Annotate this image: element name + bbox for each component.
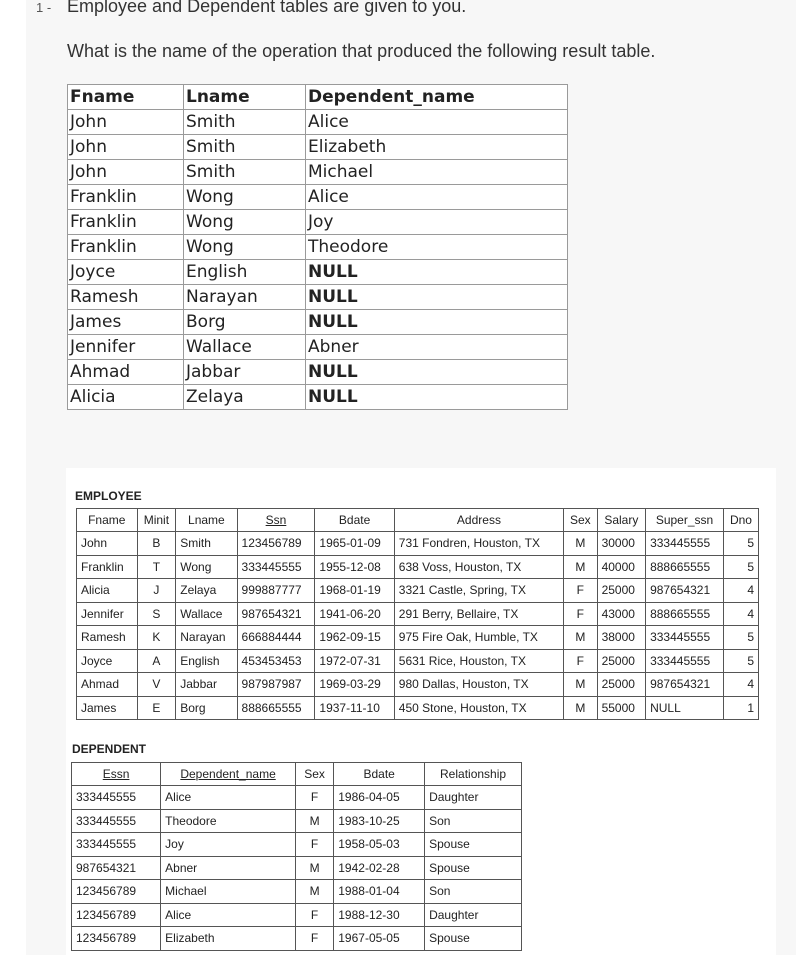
employee-header-row [77,509,759,532]
result-header-dependent-name: Dependent_name [306,85,568,110]
dependent-name-cell: Michael [161,880,296,904]
relationship-cell: Spouse [425,856,522,880]
table-row [77,649,759,673]
fname-cell: Jennifer [77,602,138,626]
sex-cell: M [564,555,597,579]
fname-cell: Ahmad [77,673,138,697]
table-row [68,260,568,285]
table-row [68,235,568,260]
table-row [77,555,759,579]
dependent-name-cell: Alice [306,185,568,210]
dno-cell: 5 [723,532,758,556]
address-cell: 3321 Castle, Spring, TX [394,579,563,603]
address-cell: 450 Stone, Houston, TX [394,696,563,720]
table-row [72,880,522,904]
ssn-cell: 333445555 [237,555,315,579]
bdate-cell: 1983-10-25 [334,809,425,833]
dno-cell: 5 [723,626,758,650]
bdate-cell: 1965-01-09 [315,532,394,556]
result-header-row [68,85,568,110]
dependent-header-row [72,763,522,786]
bdate-cell: 1968-01-19 [315,579,394,603]
question-prompt: What is the name of the operation that produced the following result table. [67,41,656,61]
lname-cell: Wallace [184,335,306,360]
essn-cell: 123456789 [72,880,161,904]
table-row [72,809,522,833]
fname-cell: Franklin [68,235,184,260]
lname-cell: Jabbar [176,673,237,697]
dependent-name-cell: Abner [161,856,296,880]
dependent-name-cell: Joy [161,833,296,857]
bdate-cell: 1941-06-20 [315,602,394,626]
table-row [68,335,568,360]
dependent-header-relationship: Relationship [425,763,522,786]
lname-cell: Wong [176,555,237,579]
dno-cell: 4 [723,579,758,603]
table-row [72,856,522,880]
ssn-cell: 666884444 [237,626,315,650]
table-row [77,696,759,720]
employee-header-sex: Sex [564,509,597,532]
lname-cell: Wong [184,235,306,260]
dno-cell: 4 [723,602,758,626]
fname-cell: Ramesh [68,285,184,310]
fname-cell: John [68,160,184,185]
employee-header-ssn: Ssn [237,509,315,532]
question-number: 1 - [36,0,52,15]
super-ssn-cell: 888665555 [646,555,724,579]
lname-cell: Wallace [176,602,237,626]
fname-cell: Franklin [68,185,184,210]
bdate-cell: 1942-02-28 [334,856,425,880]
relationship-cell: Son [425,880,522,904]
salary-cell: 30000 [597,532,646,556]
bdate-cell: 1958-05-03 [334,833,425,857]
table-row [68,185,568,210]
sex-cell: M [295,880,333,904]
table-row [68,310,568,335]
dependent-name-cell: Theodore [306,235,568,260]
relationship-cell: Daughter [425,786,522,810]
lname-cell: English [184,260,306,285]
lname-cell: Smith [176,532,237,556]
relationship-cell: Spouse [425,833,522,857]
dno-cell: 4 [723,673,758,697]
dependent-header-sex: Sex [295,763,333,786]
dependent-name-cell: Alice [306,110,568,135]
table-row [68,360,568,385]
salary-cell: 25000 [597,673,646,697]
ssn-cell: 999887777 [237,579,315,603]
dno-cell: 1 [723,696,758,720]
ssn-cell: 453453453 [237,649,315,673]
sex-cell: M [295,809,333,833]
result-header-fname: Fname [68,85,184,110]
ssn-cell: 987987987 [237,673,315,697]
table-row [72,833,522,857]
super-ssn-cell: 987654321 [646,579,724,603]
fname-cell: James [77,696,138,720]
dependent-table [71,762,522,951]
sex-cell: F [564,649,597,673]
employee-table [76,508,759,720]
table-row [72,927,522,951]
table-row [68,210,568,235]
bdate-cell: 1972-07-31 [315,649,394,673]
ssn-cell: 888665555 [237,696,315,720]
lname-cell: English [176,649,237,673]
dependent-name-cell: Michael [306,160,568,185]
table-row [77,673,759,697]
employee-header-bdate: Bdate [315,509,394,532]
relationship-cell: Son [425,809,522,833]
relationship-cell: Spouse [425,927,522,951]
lname-cell: Wong [184,185,306,210]
salary-cell: 55000 [597,696,646,720]
lname-cell: Smith [184,160,306,185]
bdate-cell: 1969-03-29 [315,673,394,697]
dependent-name-cell: Alice [161,786,296,810]
bdate-cell: 1988-12-30 [334,903,425,927]
fname-cell: Ahmad [68,360,184,385]
address-cell: 291 Berry, Bellaire, TX [394,602,563,626]
bdate-cell: 1962-09-15 [315,626,394,650]
sex-cell: F [295,833,333,857]
super-ssn-cell: NULL [646,696,724,720]
essn-cell: 333445555 [72,809,161,833]
schema-figure [66,468,776,955]
table-row [77,579,759,603]
lname-cell: Jabbar [184,360,306,385]
employee-header-minit: Minit [137,509,176,532]
address-cell: 638 Voss, Houston, TX [394,555,563,579]
sex-cell: F [295,927,333,951]
fname-cell: Joyce [68,260,184,285]
address-cell: 975 Fire Oak, Humble, TX [394,626,563,650]
salary-cell: 40000 [597,555,646,579]
lname-cell: Smith [184,110,306,135]
table-row [68,285,568,310]
result-table [67,84,568,410]
employee-header-address: Address [394,509,563,532]
sex-cell: M [564,626,597,650]
fname-cell: John [68,135,184,160]
fname-cell: Franklin [77,555,138,579]
minit-cell: J [137,579,176,603]
dependent-header-essn: Essn [72,763,161,786]
dependent-name-cell: NULL [306,385,568,410]
dependent-header-dependent-name: Dependent_name [161,763,296,786]
fname-cell: James [68,310,184,335]
essn-cell: 333445555 [72,833,161,857]
ssn-cell: 987654321 [237,602,315,626]
salary-cell: 25000 [597,579,646,603]
dependent-name-cell: NULL [306,260,568,285]
dependent-name-cell: NULL [306,310,568,335]
bdate-cell: 1986-04-05 [334,786,425,810]
lname-cell: Zelaya [176,579,237,603]
super-ssn-cell: 987654321 [646,673,724,697]
dependent-name-cell: NULL [306,285,568,310]
lname-cell: Zelaya [184,385,306,410]
employee-header-lname: Lname [176,509,237,532]
employee-header-fname: Fname [77,509,138,532]
table-row [77,532,759,556]
dependent-name-cell: Alice [161,903,296,927]
minit-cell: E [137,696,176,720]
super-ssn-cell: 333445555 [646,626,724,650]
dependent-name-cell: Joy [306,210,568,235]
fname-cell: John [77,532,138,556]
lname-cell: Narayan [184,285,306,310]
address-cell: 5631 Rice, Houston, TX [394,649,563,673]
address-cell: 731 Fondren, Houston, TX [394,532,563,556]
fname-cell: Alicia [68,385,184,410]
fname-cell: Ramesh [77,626,138,650]
sex-cell: F [564,602,597,626]
table-row [68,385,568,410]
minit-cell: V [137,673,176,697]
super-ssn-cell: 333445555 [646,532,724,556]
sex-cell: M [564,673,597,697]
sex-cell: F [295,903,333,927]
bdate-cell: 1937-11-10 [315,696,394,720]
lname-cell: Narayan [176,626,237,650]
employee-header-dno: Dno [723,509,758,532]
essn-cell: 987654321 [72,856,161,880]
sex-cell: F [564,579,597,603]
minit-cell: S [137,602,176,626]
minit-cell: T [137,555,176,579]
essn-cell: 333445555 [72,786,161,810]
result-header-lname: Lname [184,85,306,110]
salary-cell: 38000 [597,626,646,650]
dependent-caption: DEPENDENT [72,742,147,756]
question-title: Employee and Dependent tables are given to you. [67,0,467,16]
table-row [77,626,759,650]
salary-cell: 25000 [597,649,646,673]
table-row [68,135,568,160]
employee-header-super-ssn: Super_ssn [646,509,724,532]
sex-cell: F [295,786,333,810]
minit-cell: B [137,532,176,556]
fname-cell: Jennifer [68,335,184,360]
lname-cell: Borg [184,310,306,335]
fname-cell: John [68,110,184,135]
address-cell: 980 Dallas, Houston, TX [394,673,563,697]
dno-cell: 5 [723,555,758,579]
bdate-cell: 1988-01-04 [334,880,425,904]
sex-cell: M [564,696,597,720]
dependent-name-cell: Theodore [161,809,296,833]
table-row [72,786,522,810]
dependent-name-cell: Elizabeth [161,927,296,951]
essn-cell: 123456789 [72,903,161,927]
fname-cell: Alicia [77,579,138,603]
super-ssn-cell: 888665555 [646,602,724,626]
minit-cell: K [137,626,176,650]
relationship-cell: Daughter [425,903,522,927]
lname-cell: Wong [184,210,306,235]
table-row [77,602,759,626]
table-row [68,110,568,135]
super-ssn-cell: 333445555 [646,649,724,673]
employee-caption: EMPLOYEE [75,489,142,503]
fname-cell: Joyce [77,649,138,673]
sex-cell: M [295,856,333,880]
dno-cell: 5 [723,649,758,673]
dependent-name-cell: NULL [306,360,568,385]
fname-cell: Franklin [68,210,184,235]
dependent-name-cell: Abner [306,335,568,360]
bdate-cell: 1955-12-08 [315,555,394,579]
lname-cell: Borg [176,696,237,720]
sex-cell: M [564,532,597,556]
bdate-cell: 1967-05-05 [334,927,425,951]
minit-cell: A [137,649,176,673]
dependent-header-bdate: Bdate [334,763,425,786]
lname-cell: Smith [184,135,306,160]
ssn-cell: 123456789 [237,532,315,556]
salary-cell: 43000 [597,602,646,626]
employee-header-salary: Salary [597,509,646,532]
table-row [68,160,568,185]
table-row [72,903,522,927]
essn-cell: 123456789 [72,927,161,951]
dependent-name-cell: Elizabeth [306,135,568,160]
